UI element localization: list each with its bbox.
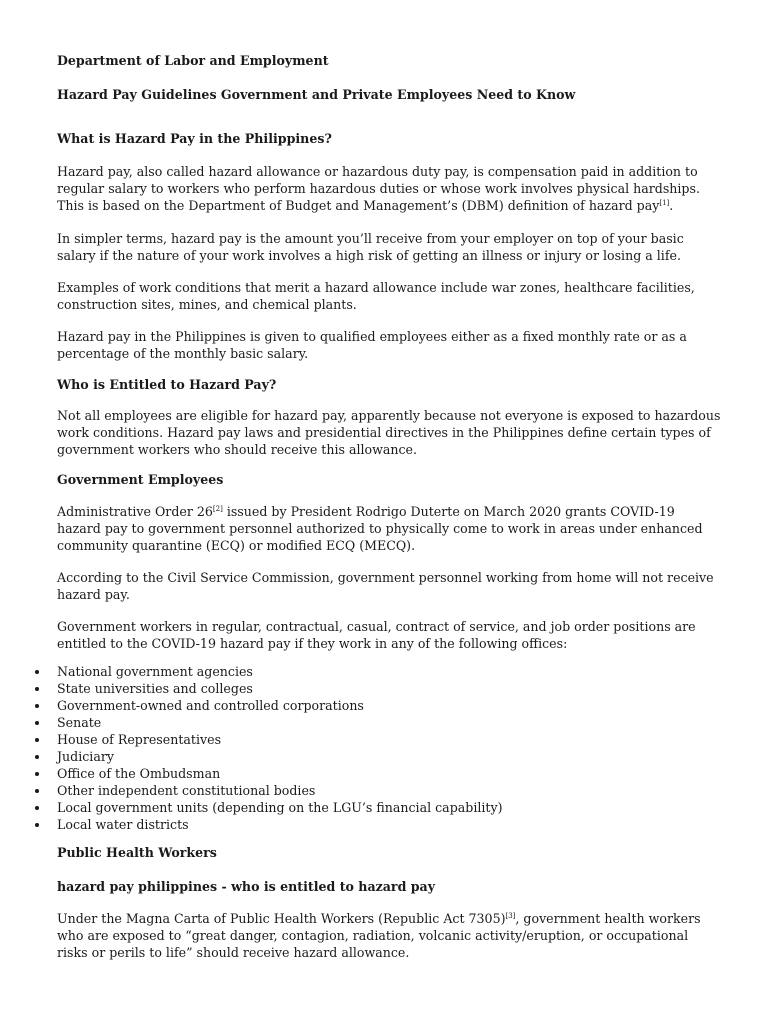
section-heading-what-is-hazard-pay: What is Hazard Pay in the Philippines? — [57, 131, 332, 146]
paragraph-text: Administrative Order 26 — [57, 504, 213, 519]
footnote-ref-1[interactable]: [1] — [659, 198, 670, 207]
bullet-icon — [35, 687, 39, 691]
bullet-icon — [35, 772, 39, 776]
paragraph-text: , government health workers who are exposed to “great danger, contagion, radiation, volcanic activity/eruption, or occupational risks or perils to life” should receive hazard allowance. — [57, 911, 701, 960]
paragraph-simpler-terms: In simpler terms, hazard pay is the amount you’ll receive from your employer on top of your basic salary if the nature of your work involves a high risk of getting an illness or injury or losing a life. — [57, 231, 684, 263]
paragraph-text: . — [669, 198, 674, 213]
paragraph-text: Under the Magna Carta of Public Health Workers (Republic Act 7305) — [57, 911, 506, 926]
org-heading: Department of Labor and Employment — [57, 53, 329, 68]
bullet-icon — [35, 704, 39, 708]
section-heading-government-employees: Government Employees — [57, 472, 224, 487]
list-item: Local water districts — [57, 816, 721, 833]
list-item: Local government units (depending on the LGU’s financial capability) — [57, 799, 721, 816]
list-item: Office of the Ombudsman — [57, 765, 721, 782]
list-item: National government agencies — [57, 663, 721, 680]
bullet-icon — [35, 806, 39, 810]
paragraph-text: Hazard pay, also called hazard allowance or hazardous duty pay, is compensation paid in addition to regular salary to workers who perform hazardous duties or whose work involves physical hardships. This is based on the Department of Budget and Management’s (DBM) definition of hazard pay — [57, 164, 700, 213]
bullet-icon — [35, 721, 39, 725]
offices-list — [57, 663, 721, 833]
list-item: State universities and colleges — [57, 680, 721, 697]
bullet-icon — [35, 789, 39, 793]
document-page — [57, 52, 721, 961]
article-title: Hazard Pay Guidelines Government and Private Employees Need to Know — [57, 87, 576, 102]
bullet-icon — [35, 738, 39, 742]
bullet-icon — [35, 670, 39, 674]
footnote-ref-2[interactable]: [2] — [212, 504, 223, 513]
section-heading-who-is-entitled: Who is Entitled to Hazard Pay? — [57, 377, 277, 392]
list-item: House of Representatives — [57, 731, 721, 748]
paragraph-government-workers: Government workers in regular, contractual, casual, contract of service, and job order positions are entitled to the COVID-19 hazard pay if they work in any of the following offices: — [57, 619, 696, 651]
image-caption: hazard pay philippines - who is entitled to hazard pay — [57, 879, 436, 894]
paragraph-magna-carta — [57, 910, 721, 961]
bullet-icon — [35, 755, 39, 759]
section-heading-public-health-workers: Public Health Workers — [57, 845, 217, 860]
paragraph-fixed-rate: Hazard pay in the Philippines is given to qualified employees either as a fixed monthly rate or as a percentage of the monthly basic salary. — [57, 329, 687, 361]
paragraph-administrative-order — [57, 503, 721, 554]
paragraph-hazard-pay-definition — [57, 163, 721, 214]
list-item: Senate — [57, 714, 721, 731]
list-item: Judiciary — [57, 748, 721, 765]
paragraph-text: issued by President Rodrigo Duterte on March 2020 grants COVID-19 hazard pay to government personnel authorized to physically come to work in areas under enhanced community quarantine (ECQ) or modified ECQ (MECQ). — [57, 504, 703, 553]
list-item: Government-owned and controlled corporations — [57, 697, 721, 714]
paragraph-not-all-employees: Not all employees are eligible for hazard pay, apparently because not everyone is exposed to hazardous work conditions. Hazard pay laws and presidential directives in the Philippines define certain types of government workers who should receive this allowance. — [57, 408, 721, 457]
footnote-ref-3[interactable]: [3] — [505, 911, 516, 920]
paragraph-civil-service: According to the Civil Service Commission, government personnel working from home will not receive hazard pay. — [57, 570, 714, 602]
paragraph-examples: Examples of work conditions that merit a hazard allowance include war zones, healthcare facilities, construction sites, mines, and chemical plants. — [57, 280, 695, 312]
list-item: Other independent constitutional bodies — [57, 782, 721, 799]
bullet-icon — [35, 823, 39, 827]
